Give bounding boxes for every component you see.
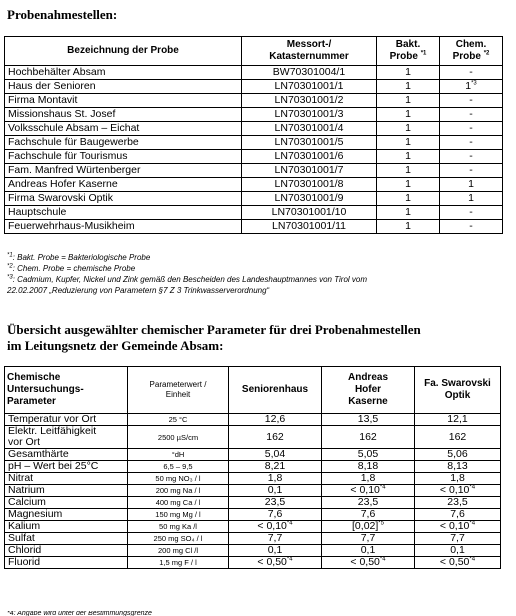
table-row bbox=[5, 557, 501, 569]
chem-sample-cell bbox=[440, 80, 503, 94]
parameter-name-cell bbox=[5, 473, 128, 485]
header-line: Messort-/ bbox=[286, 39, 332, 50]
header-line: Parameter bbox=[7, 396, 56, 407]
parameter-name: Kalium bbox=[8, 520, 41, 532]
table-row bbox=[5, 192, 503, 206]
footnote-mark: *4 bbox=[286, 520, 293, 527]
footnote-mark: *5 bbox=[378, 520, 384, 527]
swarovski-value: 8,13 bbox=[447, 460, 468, 472]
parameter-name-cell bbox=[5, 509, 128, 521]
sample-name-cell: Firma Montavit bbox=[5, 94, 242, 108]
header-line: Chem. bbox=[455, 39, 487, 50]
table-row bbox=[5, 461, 501, 473]
parameter-name-cell bbox=[5, 426, 128, 449]
parameter-name: Nitrat bbox=[8, 472, 34, 484]
kaserne-value: 8,18 bbox=[357, 460, 379, 472]
header-line: Probe bbox=[452, 51, 481, 62]
footnote-mark: *2 bbox=[7, 263, 13, 270]
footnote-mark: *4 bbox=[469, 556, 476, 563]
seniorenhaus-value-cell bbox=[229, 426, 322, 449]
header-line: Einheit bbox=[165, 390, 191, 399]
bact-sample-cell: 1 bbox=[377, 136, 440, 150]
parameter-name-cell bbox=[5, 497, 128, 509]
swarovski-value-cell bbox=[415, 449, 501, 461]
seniorenhaus-value-cell bbox=[229, 545, 322, 557]
seniorenhaus-value: < 0,50 bbox=[257, 556, 287, 568]
swarovski-value: 7,7 bbox=[450, 532, 465, 544]
kaserne-value: 5,05 bbox=[357, 448, 379, 460]
sample-name-cell: Firma Swarovski Optik bbox=[5, 192, 242, 206]
footnote-text: 22.02.2007 „Reduzierung von Parametern §7 Z 3 Trinkwasserverordnung“ bbox=[7, 286, 270, 295]
section-title-parameters-line2: im Leitungsnetz der Gemeinde Absam: bbox=[7, 338, 224, 353]
seniorenhaus-value: 162 bbox=[266, 430, 284, 443]
parameter-value-cell: 6,5 – 9,5 bbox=[128, 461, 229, 473]
kaserne-value-cell bbox=[322, 461, 415, 473]
sample-name-cell: Feuerwehrhaus-Musikheim bbox=[5, 220, 242, 234]
table-row bbox=[5, 509, 501, 521]
footnote-line bbox=[7, 285, 512, 296]
parameter-name-line2: vor Ort bbox=[8, 436, 41, 448]
cadastre-number-cell: LN70301001/11 bbox=[242, 220, 377, 234]
chem-sample-cell bbox=[440, 220, 503, 234]
swarovski-value: 0,1 bbox=[450, 544, 465, 556]
kaserne-value: < 0,50 bbox=[350, 556, 380, 568]
bact-sample-cell: 1 bbox=[377, 150, 440, 164]
table-header-row bbox=[5, 37, 503, 66]
section-title-sampling-points: Probenahmestellen: bbox=[7, 7, 118, 22]
footnote-mark: *1 bbox=[420, 50, 427, 57]
swarovski-value: 162 bbox=[448, 430, 467, 443]
bact-sample-cell: 1 bbox=[377, 178, 440, 192]
seniorenhaus-value: 12,6 bbox=[264, 413, 286, 425]
header-seniorenhaus: Seniorenhaus bbox=[229, 367, 322, 414]
table-row bbox=[5, 497, 501, 509]
swarovski-value-cell bbox=[415, 557, 501, 569]
table-row bbox=[5, 426, 501, 449]
parameter-name-cell bbox=[5, 533, 128, 545]
footnote-text: : Bakt. Probe = Bakteriologische Probe bbox=[12, 253, 151, 262]
bact-sample-cell: 1 bbox=[377, 108, 440, 122]
seniorenhaus-value-cell bbox=[229, 509, 322, 521]
chem-sample-value: 1 bbox=[468, 192, 474, 204]
footnote-mark: *4 bbox=[469, 484, 476, 491]
table-row bbox=[5, 150, 503, 164]
parameter-value-cell: 250 mg SO₄ / l bbox=[128, 533, 229, 545]
bact-sample-cell: 1 bbox=[377, 164, 440, 178]
parameter-value-cell: 50 mg NO₃ / l bbox=[128, 473, 229, 485]
cadastre-number-cell: LN70301001/5 bbox=[242, 136, 377, 150]
footnote-line bbox=[7, 252, 512, 263]
parameter-name-cell bbox=[5, 414, 128, 426]
footnote-mark: *3 bbox=[7, 274, 13, 281]
parameter-name-cell bbox=[5, 545, 128, 557]
swarovski-value-cell bbox=[415, 521, 501, 533]
chem-sample-cell bbox=[440, 192, 503, 206]
footnote-mark: *3 bbox=[471, 80, 477, 87]
parameter-value-cell: 1,5 mg F / l bbox=[128, 557, 229, 569]
kaserne-value-cell bbox=[322, 557, 415, 569]
bact-sample-cell: 1 bbox=[377, 206, 440, 220]
parameter-name: pH – Wert bei 25°C bbox=[8, 460, 99, 472]
parameter-value-cell: 2500 µS/cm bbox=[128, 426, 229, 449]
chem-sample-value: - bbox=[469, 206, 473, 218]
kaserne-value: 23,5 bbox=[357, 496, 379, 508]
sample-name-cell: Hauptschule bbox=[5, 206, 242, 220]
parameter-name: Calcium bbox=[8, 496, 46, 508]
header-parameter-value bbox=[128, 367, 229, 414]
chem-sample-cell bbox=[440, 164, 503, 178]
chem-sample-cell bbox=[440, 150, 503, 164]
header-bact-sample bbox=[377, 37, 440, 66]
header-line: Andreas bbox=[347, 372, 388, 383]
cadastre-number-cell: LN70301001/9 bbox=[242, 192, 377, 206]
kaserne-value-cell bbox=[322, 473, 415, 485]
table-row bbox=[5, 80, 503, 94]
parameter-name-cell bbox=[5, 449, 128, 461]
seniorenhaus-value: 0,1 bbox=[267, 544, 283, 556]
table-row bbox=[5, 122, 503, 136]
chem-sample-cell bbox=[440, 122, 503, 136]
parameter-value-cell: 50 mg Ka /l bbox=[128, 521, 229, 533]
kaserne-value: 0,1 bbox=[360, 544, 376, 556]
bact-sample-cell: 1 bbox=[377, 192, 440, 206]
parameter-value-cell: 200 mg Na / l bbox=[128, 485, 229, 497]
seniorenhaus-value-cell bbox=[229, 533, 322, 545]
footnote-mark: *4 bbox=[469, 520, 476, 527]
parameter-name: Chlorid bbox=[8, 544, 42, 556]
cadastre-number-cell: LN70301001/2 bbox=[242, 94, 377, 108]
bact-sample-cell: 1 bbox=[377, 66, 440, 80]
footnote-mark: *1 bbox=[7, 252, 13, 259]
footnote-text: : Cadmium, Kupfer, Nickel und Zink gemäß den Bescheiden des Landeshauptmannes von Tirol vom bbox=[12, 275, 368, 284]
header-chem-sample bbox=[440, 37, 503, 66]
header-line: Hofer bbox=[354, 384, 382, 395]
parameter-name-cell bbox=[5, 461, 128, 473]
parameter-name: Sulfat bbox=[8, 532, 35, 544]
chem-sample-value: - bbox=[469, 94, 473, 106]
header-cadastre-number bbox=[242, 37, 377, 66]
seniorenhaus-value: 7,7 bbox=[267, 532, 283, 544]
header-swarovski-optik bbox=[415, 367, 501, 414]
table-row bbox=[5, 220, 503, 234]
swarovski-value: 23,5 bbox=[447, 496, 468, 508]
sample-name-cell: Fam. Manfred Würtenberger bbox=[5, 164, 242, 178]
footnote-mark: *4 bbox=[379, 556, 386, 563]
kaserne-value-cell bbox=[322, 497, 415, 509]
kaserne-value-cell bbox=[322, 533, 415, 545]
kaserne-value-cell bbox=[322, 545, 415, 557]
swarovski-value-cell bbox=[415, 461, 501, 473]
seniorenhaus-value-cell bbox=[229, 497, 322, 509]
sampling-points-table bbox=[4, 36, 503, 234]
table-row bbox=[5, 136, 503, 150]
header-line: Parameterwert / bbox=[149, 380, 207, 389]
swarovski-value-cell bbox=[415, 545, 501, 557]
chem-sample-value: 1 bbox=[465, 80, 472, 92]
kaserne-value-cell bbox=[322, 449, 415, 461]
cadastre-number-cell: LN70301001/10 bbox=[242, 206, 377, 220]
chem-sample-cell bbox=[440, 108, 503, 122]
footnote-line bbox=[7, 274, 512, 285]
swarovski-value: < 0,50 bbox=[439, 556, 470, 568]
header-line: Probe bbox=[389, 51, 418, 62]
chem-sample-value: - bbox=[469, 136, 473, 148]
chem-sample-value: - bbox=[469, 108, 473, 120]
parameter-name-cell bbox=[5, 521, 128, 533]
parameter-value-cell: 25 °C bbox=[128, 414, 229, 426]
section-title-parameters-line1: Übersicht ausgewählter chemischer Parameter für drei Probenahmestellen bbox=[7, 322, 421, 337]
seniorenhaus-value: 1,8 bbox=[267, 472, 283, 484]
table-row bbox=[5, 206, 503, 220]
cadastre-number-cell: LN70301001/8 bbox=[242, 178, 377, 192]
kaserne-value-cell bbox=[322, 426, 415, 449]
swarovski-value-cell bbox=[415, 473, 501, 485]
chem-sample-value: - bbox=[469, 220, 473, 232]
sample-name-cell: Hochbehälter Absam bbox=[5, 66, 242, 80]
table-row bbox=[5, 108, 503, 122]
cadastre-number-cell: BW70301004/1 bbox=[242, 66, 377, 80]
footnote-text: : Chem. Probe = chemische Probe bbox=[12, 264, 136, 273]
chem-sample-value: - bbox=[469, 122, 473, 134]
sample-name-cell: Fachschule für Tourismus bbox=[5, 150, 242, 164]
footnote-mark: *2 bbox=[483, 50, 490, 57]
chem-sample-value: - bbox=[469, 164, 473, 176]
footnote-cutoff: *4: Angabe wird unter der Bestimmungsgrenze bbox=[7, 611, 152, 616]
table-row bbox=[5, 66, 503, 80]
bact-sample-cell: 1 bbox=[377, 122, 440, 136]
footnote-mark: *4 bbox=[286, 556, 293, 563]
table-row bbox=[5, 449, 501, 461]
swarovski-value: 7,6 bbox=[450, 508, 465, 520]
parameter-value-cell: 400 mg Ca / l bbox=[128, 497, 229, 509]
parameter-name: Magnesium bbox=[8, 508, 63, 520]
seniorenhaus-value-cell bbox=[229, 473, 322, 485]
parameter-name-cell bbox=[5, 485, 128, 497]
table-row bbox=[5, 473, 501, 485]
swarovski-value-cell bbox=[415, 533, 501, 545]
parameter-value-cell: 200 mg Cl /l bbox=[128, 545, 229, 557]
header-line: Fa. Swarovski bbox=[424, 378, 491, 389]
header-line: Untersuchungs- bbox=[7, 384, 84, 395]
header-line: Bakt. bbox=[395, 39, 421, 50]
kaserne-value: 162 bbox=[359, 430, 377, 443]
parameter-name: Temperatur vor Ort bbox=[8, 413, 97, 425]
swarovski-value: 1,8 bbox=[450, 472, 465, 484]
seniorenhaus-value: 23,5 bbox=[264, 496, 286, 508]
parameter-name: Fluorid bbox=[8, 556, 41, 568]
table-row bbox=[5, 485, 501, 497]
kaserne-value: 13,5 bbox=[357, 413, 379, 425]
chem-sample-cell bbox=[440, 94, 503, 108]
table-row bbox=[5, 545, 501, 557]
footnotes-sampling bbox=[7, 252, 512, 296]
kaserne-value: < 0,10 bbox=[350, 484, 380, 496]
seniorenhaus-value: < 0,10 bbox=[257, 520, 287, 532]
chem-sample-cell bbox=[440, 136, 503, 150]
swarovski-value-cell bbox=[415, 485, 501, 497]
cadastre-number-cell: LN70301001/6 bbox=[242, 150, 377, 164]
kaserne-value: 7,6 bbox=[360, 508, 376, 520]
parameter-name: Elektr. Leitfähigkeit bbox=[8, 425, 97, 437]
header-andreas-hofer-kaserne bbox=[322, 367, 415, 414]
kaserne-value-cell bbox=[322, 521, 415, 533]
header-line: Optik bbox=[444, 390, 471, 401]
kaserne-value: 7,7 bbox=[360, 532, 376, 544]
sample-name-cell: Haus der Senioren bbox=[5, 80, 242, 94]
parameter-name-cell bbox=[5, 557, 128, 569]
chem-sample-cell bbox=[440, 178, 503, 192]
cadastre-number-cell: LN70301001/3 bbox=[242, 108, 377, 122]
seniorenhaus-value: 5,04 bbox=[264, 448, 286, 460]
seniorenhaus-value-cell bbox=[229, 557, 322, 569]
kaserne-value-cell bbox=[322, 414, 415, 426]
parameter-name: Gesamthärte bbox=[8, 448, 69, 460]
seniorenhaus-value: 0,1 bbox=[267, 484, 283, 496]
seniorenhaus-value: 7,6 bbox=[267, 508, 283, 520]
swarovski-value: < 0,10 bbox=[439, 520, 470, 532]
swarovski-value: < 0,10 bbox=[439, 484, 470, 496]
header-line: Katasternummer bbox=[269, 51, 349, 62]
kaserne-value: [0,02] bbox=[352, 520, 379, 532]
table-header-row bbox=[5, 367, 501, 414]
chem-sample-value: - bbox=[469, 66, 473, 78]
chem-sample-cell bbox=[440, 206, 503, 220]
kaserne-value-cell bbox=[322, 509, 415, 521]
table-row bbox=[5, 94, 503, 108]
swarovski-value: 5,06 bbox=[447, 448, 468, 460]
seniorenhaus-value-cell bbox=[229, 449, 322, 461]
sample-name-cell: Andreas Hofer Kaserne bbox=[5, 178, 242, 192]
swarovski-value: 12,1 bbox=[447, 413, 468, 425]
header-line: Chemische bbox=[7, 372, 61, 383]
footnote-line bbox=[7, 263, 512, 274]
bact-sample-cell: 1 bbox=[377, 94, 440, 108]
chemical-parameters-table bbox=[4, 366, 501, 569]
swarovski-value-cell bbox=[415, 426, 501, 449]
footnote-mark: *4 bbox=[379, 484, 386, 491]
sample-name-cell: Missionshaus St. Josef bbox=[5, 108, 242, 122]
header-line: Kaserne bbox=[348, 396, 388, 407]
sample-name-cell: Volksschule Absam – Eichat bbox=[5, 122, 242, 136]
swarovski-value-cell bbox=[415, 509, 501, 521]
bact-sample-cell: 1 bbox=[377, 220, 440, 234]
table-row bbox=[5, 164, 503, 178]
cadastre-number-cell: LN70301001/1 bbox=[242, 80, 377, 94]
seniorenhaus-value-cell bbox=[229, 521, 322, 533]
chem-sample-cell bbox=[440, 66, 503, 80]
header-sample-name: Bezeichnung der Probe bbox=[5, 37, 242, 66]
table-row bbox=[5, 533, 501, 545]
table-row bbox=[5, 414, 501, 426]
sample-name-cell: Fachschule für Baugewerbe bbox=[5, 136, 242, 150]
parameter-value-cell: 150 mg Mg / l bbox=[128, 509, 229, 521]
seniorenhaus-value-cell bbox=[229, 485, 322, 497]
parameter-name: Natrium bbox=[8, 484, 45, 496]
seniorenhaus-value-cell bbox=[229, 461, 322, 473]
kaserne-value-cell bbox=[322, 485, 415, 497]
swarovski-value-cell bbox=[415, 414, 501, 426]
seniorenhaus-value-cell bbox=[229, 414, 322, 426]
table-row bbox=[5, 521, 501, 533]
cadastre-number-cell: LN70301001/7 bbox=[242, 164, 377, 178]
cadastre-number-cell: LN70301001/4 bbox=[242, 122, 377, 136]
swarovski-value-cell bbox=[415, 497, 501, 509]
bact-sample-cell: 1 bbox=[377, 80, 440, 94]
seniorenhaus-value: 8,21 bbox=[264, 460, 286, 472]
parameter-value-cell: °dH bbox=[128, 449, 229, 461]
chem-sample-value: 1 bbox=[468, 178, 474, 190]
table-row bbox=[5, 178, 503, 192]
chem-sample-value: - bbox=[469, 150, 473, 162]
header-parameter bbox=[5, 367, 128, 414]
kaserne-value: 1,8 bbox=[360, 472, 376, 484]
